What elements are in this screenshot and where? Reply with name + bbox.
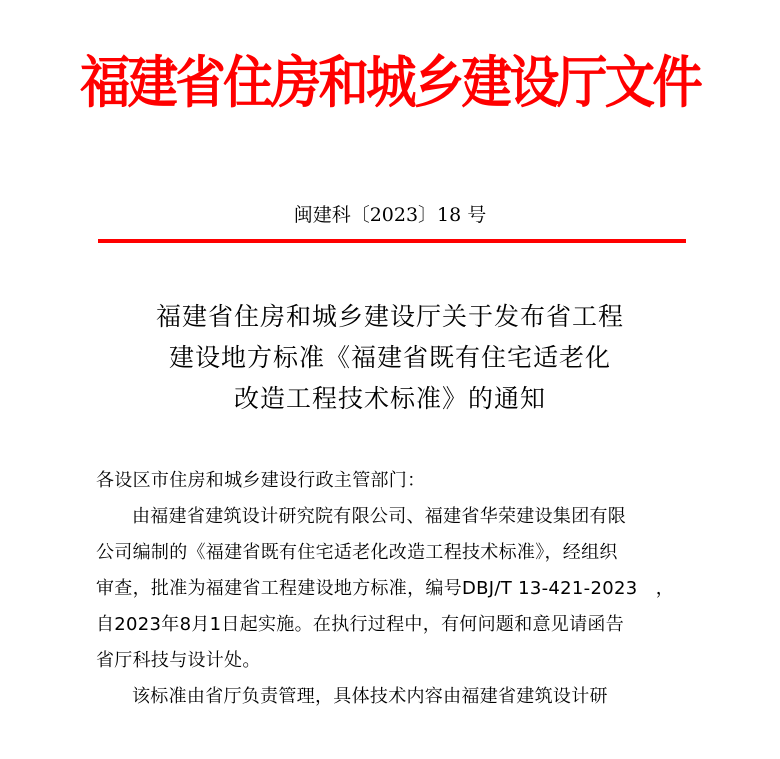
title-line: 建设地方标准《福建省既有住宅适老化 (168, 343, 611, 372)
paragraph-line: 由福建省建筑设计研究院有限公司、福建省华荣建设集团有限 (132, 506, 627, 527)
notice-body (96, 463, 696, 715)
salutation: 各设区市住房和城乡建设行政主管部门： (96, 470, 426, 491)
red-rule-divider (98, 239, 686, 243)
title-line: 改造工程技术标准》的通知 (233, 384, 546, 413)
paragraph-line: 省厅科技与设计处。 (96, 650, 261, 671)
paragraph-line: 审查，批准为福建省工程建设地方标准，编号DBJ/T 13-421-2023 ， (96, 578, 675, 599)
paragraph-line: 该标准由省厅负责管理，具体技术内容由福建省建筑设计研 (132, 686, 608, 707)
title-line: 福建省住房和城乡建设厅关于发布省工程 (155, 302, 624, 331)
masthead-title: 福建省住房和城乡建设厅文件 (79, 51, 701, 116)
notice-title (0, 296, 780, 419)
paragraph-line: 公司编制的《福建省既有住宅适老化改造工程技术标准》，经组织 (96, 542, 618, 563)
document-number: 闽建科〔2023〕18 号 (293, 204, 487, 226)
paragraph-line: 自2023年8月1日起实施。在执行过程中，有何问题和意见请函告 (96, 614, 625, 635)
